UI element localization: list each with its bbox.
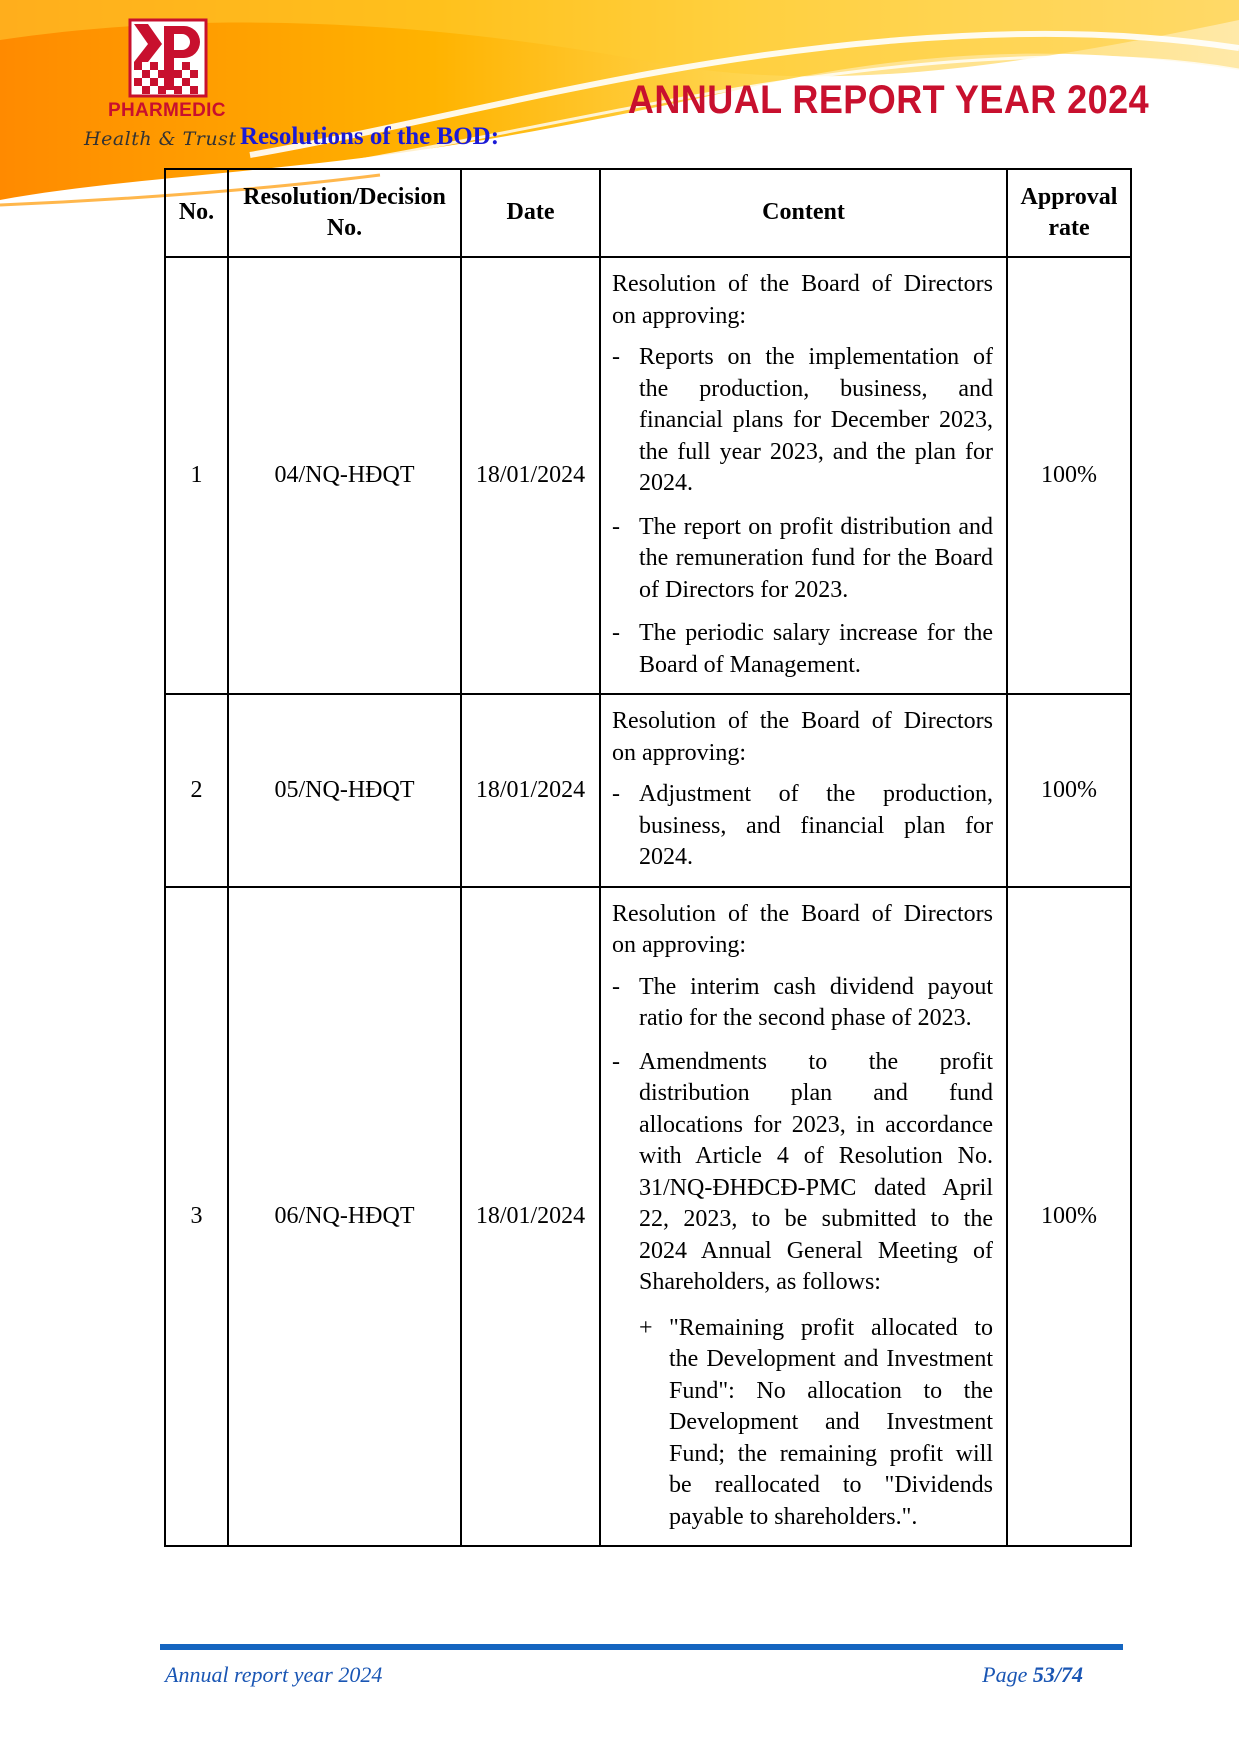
resolution-number: 06/NQ-HĐQT <box>228 887 461 1547</box>
header-approval-rate: Approval rate <box>1007 169 1131 257</box>
bullet-text: The report on profit distribution and the remuneration fund for the Board of Directors for 2023. <box>639 513 993 603</box>
bullet-text: Reports on the implementation of the production, business, and financial plans for December 2023, the full year 2023, and the plan for 2024. <box>639 344 993 496</box>
table-row <box>165 257 1131 694</box>
plus-marker: + <box>639 1314 653 1341</box>
table-row <box>165 694 1131 887</box>
approval-rate: 100% <box>1007 257 1131 694</box>
resolution-content <box>600 887 1007 1547</box>
content-bullet <box>612 512 993 607</box>
content-bullet <box>612 342 993 500</box>
resolution-date: 18/01/2024 <box>461 257 600 694</box>
bullet-text: Adjustment of the production, business, and financial plan for 2024. <box>639 781 993 870</box>
content-bullet <box>612 1047 993 1299</box>
content-bullet <box>612 779 993 874</box>
dash-marker: - <box>612 973 620 1000</box>
resolution-content <box>600 694 1007 887</box>
report-title: ANNUAL REPORT YEAR 2024 <box>627 78 1149 122</box>
header-resolution-no: Resolution/Decision No. <box>228 169 461 257</box>
company-logo <box>128 18 208 98</box>
page-number: 53/74 <box>1032 1662 1083 1687</box>
dash-marker: - <box>612 513 620 540</box>
header-no: No. <box>165 169 228 257</box>
content-intro: Resolution of the Board of Directors on approving: <box>612 271 993 329</box>
company-tagline: Health & Trust <box>84 128 237 150</box>
row-number: 2 <box>165 694 228 887</box>
resolution-date: 18/01/2024 <box>461 887 600 1547</box>
row-number: 3 <box>165 887 228 1547</box>
header-date: Date <box>461 169 600 257</box>
approval-rate: 100% <box>1007 887 1131 1547</box>
bullet-text: Amendments to the profit distribution plan and fund allocations for 2023, in accordance with Article 4 of Resolution No. 31/NQ-ĐHĐCĐ-PMC dated April 22, 2023, to be submitted to the 2024 Annual General Meeting of Shareholders, as follows: <box>639 1048 993 1295</box>
resolution-content <box>600 257 1007 694</box>
company-name: PHARMEDIC <box>108 100 226 121</box>
resolution-number: 04/NQ-HĐQT <box>228 257 461 694</box>
dash-marker: - <box>612 620 620 646</box>
content-intro: Resolution of the Board of Directors on approving: <box>612 900 993 958</box>
dash-marker: - <box>612 1048 620 1075</box>
section-title: Resolutions of the BOD: <box>240 123 500 150</box>
resolution-date: 18/01/2024 <box>461 694 600 887</box>
table-header-row <box>165 169 1131 257</box>
footer-report-name: Annual report year 2024 <box>165 1662 383 1687</box>
row-number: 1 <box>165 257 228 694</box>
header-content: Content <box>600 169 1007 257</box>
resolutions-table-wrapper <box>164 168 1132 1547</box>
content-bullet <box>612 972 993 1035</box>
footer-page-indicator <box>982 1662 1083 1688</box>
resolution-number: 05/NQ-HĐQT <box>228 694 461 887</box>
dash-marker: - <box>612 344 620 370</box>
page-label: Page <box>982 1662 1033 1687</box>
sub-bullet-text: "Remaining profit allocated to the Development and Investment Fund": No allocation to the Development and Investment Fund; the remaining profit will be reallocated to "Dividends payable to shareholders.". <box>669 1314 993 1530</box>
table-row <box>165 887 1131 1547</box>
bullet-text: The periodic salary increase for the Board of Management. <box>639 620 993 678</box>
footer-divider <box>160 1644 1123 1650</box>
content-sub-bullet <box>639 1313 993 1534</box>
content-bullet <box>612 618 993 681</box>
bullet-text: The interim cash dividend payout ratio for the second phase of 2023. <box>639 973 993 1031</box>
content-intro: Resolution of the Board of Directors on approving: <box>612 708 993 766</box>
resolutions-table <box>164 168 1132 1547</box>
approval-rate: 100% <box>1007 694 1131 887</box>
dash-marker: - <box>612 781 620 807</box>
